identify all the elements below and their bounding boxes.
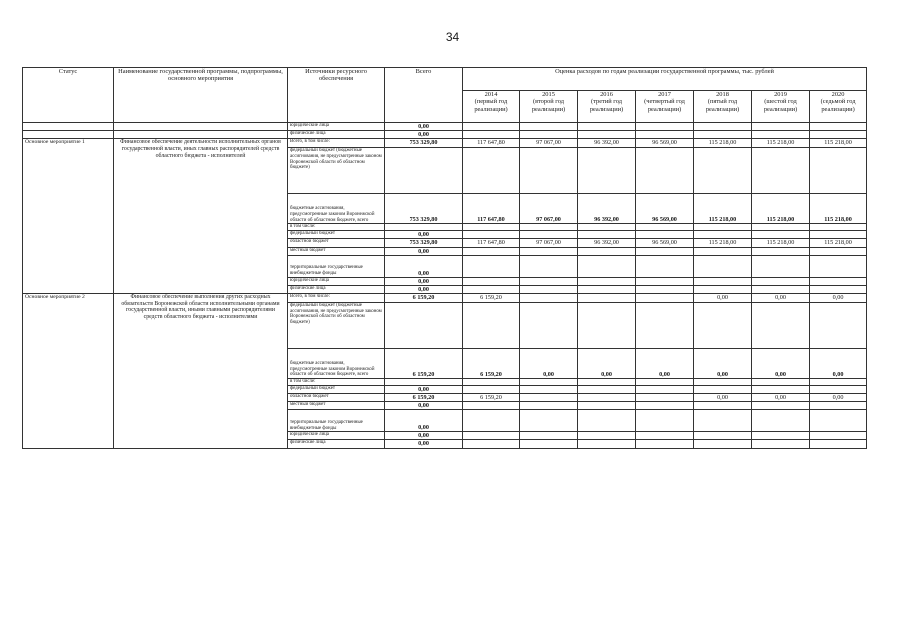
header-estimate: Оценка расходов по годам реализации государственной программы, тыс. рублей [463,68,867,91]
year-value-cell [694,231,752,239]
total-cell: 753 329,80 [385,194,463,224]
year-value-cell: 115 218,00 [694,194,752,224]
header-status: Статус [23,68,114,123]
empty-cell [114,131,288,139]
year-value-cell [636,440,694,448]
year-value-cell [694,255,752,277]
year-number: 2015 [542,91,555,98]
year-value-cell [694,432,752,440]
year-value-cell [520,123,578,131]
year-value-cell: 0,00 [636,348,694,378]
year-value-cell: 0,00 [694,293,752,302]
year-value-cell: 115 218,00 [694,139,752,148]
total-cell: 0,00 [385,277,463,285]
year-value-cell: 96 569,00 [636,239,694,247]
year-value-cell: 96 569,00 [636,194,694,224]
year-label: (второй год реализации) [531,98,566,113]
year-value-cell: 0,00 [752,293,810,302]
year-number: 2017 [658,91,671,98]
year-value-cell [694,410,752,432]
year-value-cell [694,302,752,348]
source-cell: федеральный бюджет [288,231,385,239]
year-value-cell [810,123,867,131]
total-cell: 0,00 [385,247,463,255]
year-value-cell [520,148,578,194]
year-label: (седьмой год реализации) [820,98,856,113]
year-value-cell [520,410,578,432]
year-value-cell [752,148,810,194]
year-value-cell [636,378,694,385]
empty-cell [23,123,114,131]
total-cell: 6 159,20 [385,348,463,378]
table-row [23,123,867,131]
source-cell: федеральный бюджет [288,385,385,393]
year-number: 2016 [600,91,613,98]
budget-table [22,67,867,449]
year-value-cell [810,277,867,285]
year-value-cell [636,231,694,239]
year-label: (шестой год реализации) [763,98,798,113]
year-value-cell [810,255,867,277]
year-value-cell: 115 218,00 [694,239,752,247]
year-value-cell [578,432,636,440]
year-value-cell [636,410,694,432]
year-value-cell [578,440,636,448]
year-value-cell [578,285,636,293]
year-value-cell [636,293,694,302]
year-value-cell: 0,00 [520,348,578,378]
year-number: 2014 [484,91,498,98]
year-value-cell [752,277,810,285]
year-value-cell [520,385,578,393]
year-value-cell [694,402,752,410]
year-value-cell [694,378,752,385]
year-value-cell [463,378,520,385]
year-value-cell [636,224,694,231]
header-year-2015 [520,91,578,123]
year-value-cell [752,231,810,239]
total-cell: 0,00 [385,231,463,239]
year-value-cell: 6 159,20 [463,348,520,378]
year-number: 2019 [774,91,787,98]
year-value-cell [463,224,520,231]
year-value-cell [752,224,810,231]
year-value-cell [463,231,520,239]
year-value-cell [520,432,578,440]
year-value-cell [520,440,578,448]
measure-name: Финансовое обеспечение выполнения других расходных обязательств Воронежской области исполнительными органами государственной власти, иными главными распорядителями средств областного бюджета - исполнителями [114,293,288,448]
header-row-1 [23,68,867,91]
year-value-cell [752,247,810,255]
year-value-cell [578,231,636,239]
source-cell: федеральный бюджет (бюджетные ассигнования, не предусмотренные законом Воронежской области об областном бюджете) [288,302,385,348]
year-value-cell [636,302,694,348]
year-value-cell: 0,00 [810,348,867,378]
year-value-cell [520,293,578,302]
year-value-cell [463,285,520,293]
year-value-cell [694,131,752,139]
year-value-cell [578,131,636,139]
year-value-cell [752,255,810,277]
year-value-cell: 0,00 [752,394,810,402]
year-value-cell: 115 218,00 [752,239,810,247]
year-value-cell [752,410,810,432]
total-cell: 0,00 [385,410,463,432]
year-value-cell: 117 647,80 [463,139,520,148]
year-value-cell [578,385,636,393]
year-value-cell [752,302,810,348]
year-value-cell: 97 067,00 [520,194,578,224]
year-value-cell: 115 218,00 [752,194,810,224]
table-row [23,293,867,302]
year-value-cell [463,410,520,432]
year-value-cell [694,285,752,293]
measure-status: Основное мероприятие 1 [23,139,114,294]
year-value-cell: 115 218,00 [810,139,867,148]
year-value-cell [463,148,520,194]
table-row [23,139,867,148]
year-value-cell [578,402,636,410]
year-value-cell [520,255,578,277]
page-number: 34 [445,30,460,44]
year-value-cell [752,123,810,131]
year-value-cell [694,385,752,393]
year-value-cell [463,402,520,410]
year-label: (первый год реализации) [474,98,508,113]
year-value-cell [578,410,636,432]
year-value-cell [810,131,867,139]
year-label: (третий год реализации) [589,98,624,113]
total-cell [385,302,463,348]
header-year-2019 [752,91,810,123]
year-value-cell [810,432,867,440]
year-value-cell: 115 218,00 [810,194,867,224]
year-value-cell [752,402,810,410]
year-value-cell [810,247,867,255]
year-value-cell [694,148,752,194]
year-value-cell [636,247,694,255]
year-value-cell [520,285,578,293]
year-value-cell [578,247,636,255]
total-cell: 0,00 [385,131,463,139]
year-value-cell [578,302,636,348]
source-cell: юридические лица [288,123,385,131]
year-value-cell [810,224,867,231]
total-cell: 753 329,80 [385,239,463,247]
source-cell: местный бюджет [288,402,385,410]
year-value-cell [520,302,578,348]
year-value-cell [694,123,752,131]
year-value-cell: 0,00 [810,293,867,302]
year-number: 2018 [716,91,729,98]
total-cell: 0,00 [385,123,463,131]
year-value-cell [520,378,578,385]
year-value-cell [694,440,752,448]
source-cell: областной бюджет [288,239,385,247]
year-value-cell [463,255,520,277]
total-cell: 0,00 [385,402,463,410]
year-value-cell [810,402,867,410]
year-value-cell [694,247,752,255]
year-value-cell [810,385,867,393]
year-value-cell [520,224,578,231]
year-value-cell [810,440,867,448]
header-year-2014 [463,91,520,123]
year-value-cell [636,148,694,194]
total-cell: 0,00 [385,385,463,393]
year-value-cell: 96 569,00 [636,139,694,148]
total-cell: 753 329,80 [385,139,463,148]
year-value-cell [636,255,694,277]
empty-cell [114,123,288,131]
year-value-cell [810,378,867,385]
year-value-cell [636,394,694,402]
year-value-cell [463,277,520,285]
total-cell [385,378,463,385]
year-value-cell [810,410,867,432]
year-value-cell: 0,00 [810,394,867,402]
year-value-cell [520,247,578,255]
table-row [23,131,867,139]
year-value-cell [578,224,636,231]
year-value-cell: 6 159,20 [463,293,520,302]
year-value-cell: 6 159,20 [463,394,520,402]
year-value-cell [520,277,578,285]
year-value-cell [463,302,520,348]
year-value-cell: 115 218,00 [752,139,810,148]
measure-status: Основное мероприятие 2 [23,293,114,448]
source-cell: территориальные государственные внебюджетные фонды [288,255,385,277]
year-value-cell [578,293,636,302]
year-value-cell: 97 067,00 [520,139,578,148]
total-cell: 0,00 [385,285,463,293]
year-value-cell [636,385,694,393]
year-value-cell [636,277,694,285]
year-value-cell: 115 218,00 [810,239,867,247]
year-value-cell [463,131,520,139]
total-cell: 0,00 [385,440,463,448]
year-label: (пятый год реализации) [705,98,740,113]
source-cell: физические лица [288,285,385,293]
total-cell: 0,00 [385,255,463,277]
year-value-cell [463,432,520,440]
year-value-cell: 97 067,00 [520,239,578,247]
year-value-cell [520,131,578,139]
source-cell: физические лица [288,440,385,448]
year-value-cell: 0,00 [578,348,636,378]
year-value-cell [752,385,810,393]
year-value-cell [636,402,694,410]
total-cell [385,224,463,231]
source-cell: территориальные государственные внебюджетные фонды [288,410,385,432]
year-value-cell [694,277,752,285]
year-value-cell [520,402,578,410]
source-cell: бюджетные ассигнования, предусмотренные законом Воронежской области об областном бюджете, всего [288,348,385,378]
header-year-2016 [578,91,636,123]
year-value-cell [578,123,636,131]
measure-name: Финансовое обеспечение деятельности исполнительных органов государственной власти, иных главных распорядителей средств областного бюджета - исполнителей [114,139,288,294]
year-value-cell [810,302,867,348]
year-value-cell [752,378,810,385]
year-value-cell: 96 392,00 [578,139,636,148]
total-cell: 6 159,20 [385,394,463,402]
year-value-cell [752,285,810,293]
header-year-2020 [810,91,867,123]
total-cell: 6 159,20 [385,293,463,302]
year-value-cell [636,432,694,440]
total-cell [385,148,463,194]
year-value-cell [810,285,867,293]
year-value-cell: 0,00 [694,394,752,402]
year-value-cell: 96 392,00 [578,239,636,247]
source-cell: юридические лица [288,432,385,440]
year-value-cell [463,123,520,131]
year-value-cell [752,432,810,440]
year-value-cell [463,440,520,448]
year-value-cell [578,394,636,402]
year-value-cell [520,394,578,402]
year-value-cell [578,277,636,285]
year-value-cell [636,131,694,139]
header-year-2018 [694,91,752,123]
year-value-cell [463,385,520,393]
year-value-cell [578,148,636,194]
year-number: 2020 [831,91,845,98]
year-value-cell: 96 392,00 [578,194,636,224]
year-value-cell: 0,00 [752,348,810,378]
source-cell: в том числе: [288,378,385,385]
header-name: Наименование государственной программы, подпрограммы, основного мероприятия [114,68,288,123]
header-year-2017 [636,91,694,123]
total-cell: 0,00 [385,432,463,440]
year-value-cell [636,123,694,131]
year-value-cell [463,247,520,255]
year-value-cell [752,440,810,448]
source-cell: юридические лица [288,277,385,285]
source-cell: в том числе: [288,224,385,231]
source-cell: Всего, в том числе: [288,293,385,302]
year-value-cell [810,231,867,239]
source-cell: физические лица [288,131,385,139]
source-cell: местный бюджет [288,247,385,255]
year-value-cell: 0,00 [694,348,752,378]
source-cell: Всего, в том числе: [288,139,385,148]
year-value-cell: 117 647,80 [463,239,520,247]
empty-cell [23,131,114,139]
year-value-cell: 117 647,80 [463,194,520,224]
year-value-cell [694,224,752,231]
source-cell: бюджетные ассигнования, предусмотренные законом Воронежской области об областном бюджете, всего [288,194,385,224]
source-cell: федеральный бюджет (бюджетные ассигнования, не предусмотренные законом Воронежской области об областном бюджете) [288,148,385,194]
year-value-cell [520,231,578,239]
year-value-cell [578,378,636,385]
year-value-cell [752,131,810,139]
year-value-cell [636,285,694,293]
source-cell: областной бюджет [288,394,385,402]
header-total: Всего [385,68,463,123]
year-value-cell [810,148,867,194]
year-value-cell [578,255,636,277]
header-source: Источники ресурсного обеспечения [288,68,385,123]
year-label: (четвертый год реализации) [644,98,685,113]
